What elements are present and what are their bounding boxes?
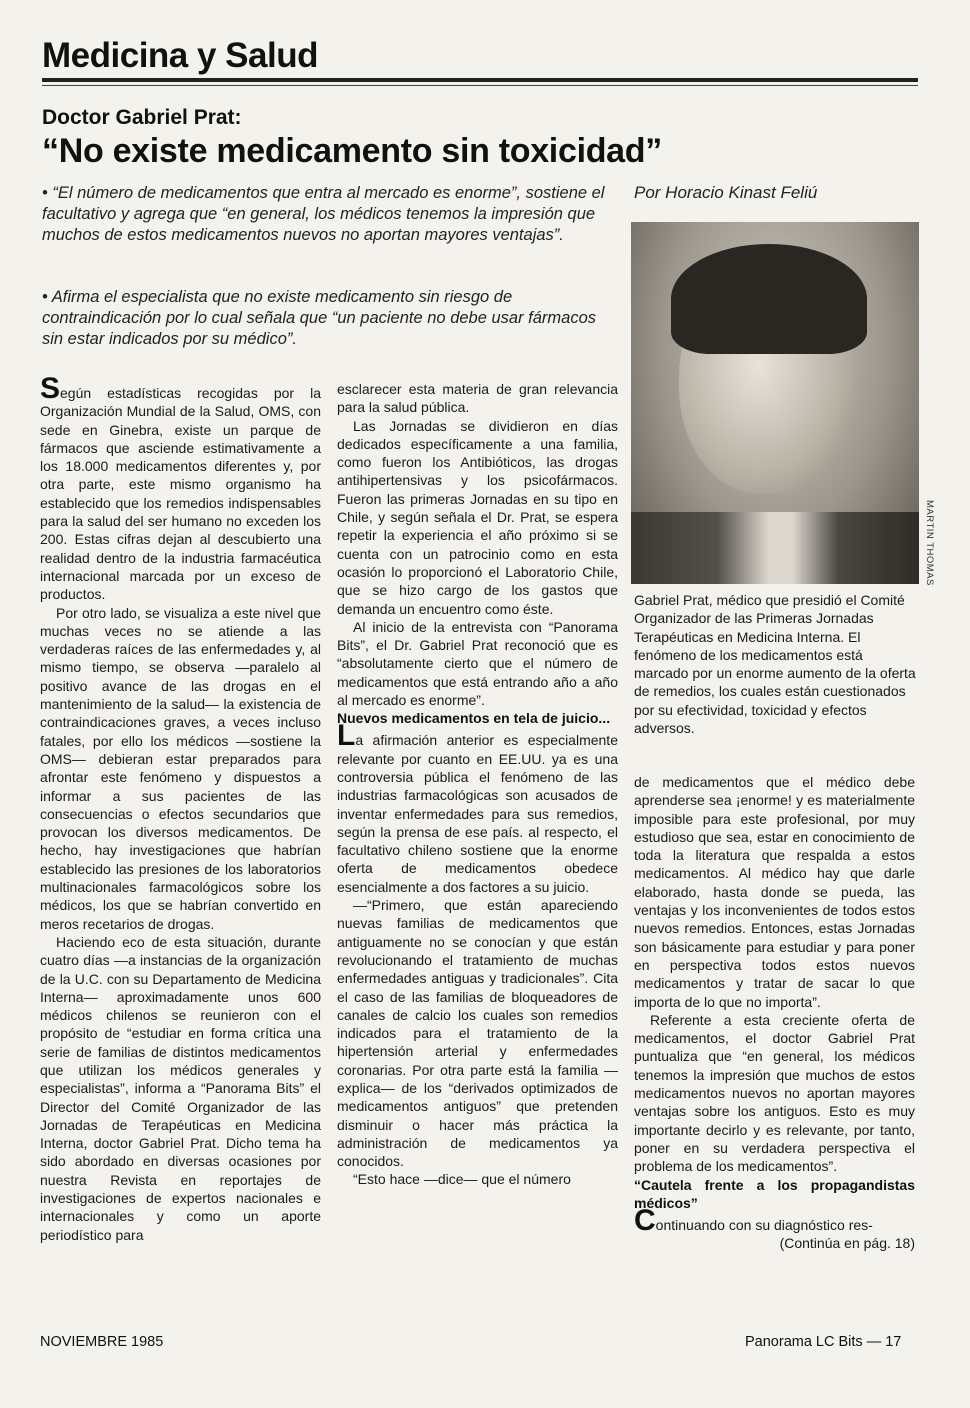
body-paragraph: Por otro lado, se visualiza a este nivel que muchas veces no se atiende a las verdaderas raíces de las enfermedades y, al mismo tiempo, se observa —paralelo al positivo avance de las drogas en el mantenimiento de la salud— la existencia de contraindicaciones graves, a veces incluso fatales, por ello los médicos —sostiene la OMS— debieran estar preparados para afrontar este fenómeno y dispuestos a informar a sus pacientes de las consecuencias o efectos secundarios que provocan los diversos medicamentos. De hecho, hay investigaciones que habrían establecido las presiones de los laboratorios multinacionales farmacológicos sobre los médicos, los que se habrían convertido en meros recetarios de drogas. <box>40 604 321 932</box>
dropcap: L <box>337 719 356 753</box>
paragraph-text: egún estadísticas recogidas por la Organización Mundial de la Salud, OMS, con sede en Ginebra, existe un parque de fármacos que asciende estimativamente a los 18.000 medicamentos diferentes y, por otra parte, este mismo organismo ha establecido que los remedios indispensables para la salud del ser humano no exceden los 200. Estas cifras dejan al descubierto una realidad dentro de la industria farmacéutica internacional marcada por un exceso de productos. <box>40 385 321 603</box>
photo-caption: Gabriel Prat, médico que presidió el Comité Organizador de las Primeras Jornadas Terapéuticas en Medicina Interna. El fenómeno de los medicamentos está marcado por un enorme aumento de la oferta de remedios, los cuales están cuestionados por su efectividad, toxicidad y efectos adversos. <box>634 592 916 737</box>
article-kicker: Doctor Gabriel Prat: <box>42 106 242 129</box>
body-paragraph: de medicamentos que el médico debe aprenderse sea ¡enorme! y es materialmente imposible para este profesional, por muy estudioso que sea, estar en conocimiento de toda la literatura que respalda a estos medicamentos. Al médico hay que darle elaborado, hasta donde se pueda, las ventajas y los inconvenientes de todos estos nuevos remedios. Entonces, estas Jornadas son básicamente para estudiar y para poner en perspectiva todos estos nuevos medicamentos y tratar de sacar lo que importa de lo que no importa”. <box>634 774 915 1010</box>
paragraph-text: ontinuando con su diagnóstico res- <box>655 1216 873 1233</box>
subheading: “Cautela frente a los propagandistas médicos” <box>634 1176 915 1211</box>
photo-hair <box>671 244 867 354</box>
body-paragraph: —“Primero, que están apareciendo nuevas familias de medicamentos que antiguamente no se conocían y que están revolucionando el tratamiento de muchas enfermedades antiguas y tradicionales”. Cita el caso de las familias de bloqueadores de canales de calcio los cuales son remedios indicados para el tratamiento de la hipertensión arterial y enfermedades coronarias. Por otra parte está la familia —explica— de los “derivados optimizados de medicamentos antiguos” que pretenden disminuir o hacer más práctica la administración de medicamentos ya conocidos. <box>337 897 618 1170</box>
body-column-1 <box>40 372 321 1244</box>
body-paragraph: esclarecer esta materia de gran relevancia para la salud pública. <box>337 381 618 416</box>
footer-date: NOVIEMBRE 1985 <box>40 1334 164 1350</box>
body-column-3 <box>634 773 915 1252</box>
dropcap: S <box>40 372 61 405</box>
body-paragraph <box>40 372 321 604</box>
photo-credit: MARTIN THOMAS <box>924 500 935 586</box>
dropcap: C <box>634 1203 656 1237</box>
lead-paragraph-2: • Afirma el especialista que no existe medicamento sin riesgo de contraindicación por lo cual señala que “un paciente no debe usar fármacos sin estar indicados por su médico”. <box>42 288 597 348</box>
photo-suit <box>631 512 919 584</box>
subheading: Nuevos medicamentos en tela de juicio... <box>337 710 611 727</box>
body-paragraph <box>337 719 618 896</box>
body-paragraph: Haciendo eco de esta situación, durante cuatro días —a instancias de la organización de la U.C. con su Departamento de Medicina Interna— aproximadamente unos 600 médicos chilenos se reunieron con el propósito de “estudiar en forma crítica una serie de familias de distintos medicamentos que utilizan los médicos generales y especialistas”, informa a “Panorama Bits” el Director del Comité Organizador de las Jornadas de Terapéuticas en Medicina Interna, doctor Gabriel Prat. Dicho tema ha sido abordado en diversas ocasiones por nuestra Revista en reportajes de investigaciones de expertos nacionales e internacionales y como un aporte periodístico para <box>40 933 321 1243</box>
body-paragraph: Referente a esta creciente oferta de medicamentos, el doctor Gabriel Prat puntualiza que “en general, los médicos tenemos la impresión que muchos de estos medicamentos nuevos no aportan mayores ventajas sobre los antiguos. Esto es muy importante decirlo y es relevante, por tanto, poner en su verdadera perspectiva el problema de los medicamentos”. <box>634 1011 915 1175</box>
article-headline: “No existe medicamento sin toxicidad” <box>42 132 662 170</box>
body-column-2 <box>337 380 618 1189</box>
header-rule <box>42 78 918 82</box>
lead-paragraph-1: • “El número de medicamentos que entra al mercado es enorme”, sostiene el facultativo y agrega que “en general, los médicos tenemos la impresión que muchos de estos medicamentos nuevos no aportan mayores ventajas”. <box>42 184 605 244</box>
continued-note: (Continúa en pág. 18) <box>779 1234 915 1251</box>
header-rule-thin <box>42 85 918 86</box>
body-paragraph: “Esto hace —dice— que el número <box>353 1171 571 1188</box>
portrait-photo <box>631 222 919 584</box>
paragraph-text: a afirmación anterior es especialmente relevante por cuanto en EE.UU. ya es una controversia pública el fenómeno de las industrias farmacológicas son acusados de inventar enfermedades para sus remedios, según la prensa de ese país. al respecto, el facultativo chileno sostiene que la enorme oferta de medicamentos obedece esencialmente a dos factores a su juicio. <box>337 732 618 895</box>
byline: Por Horacio Kinast Feliú <box>634 183 818 202</box>
body-paragraph: Al inicio de la entrevista con “Panorama Bits”, el Dr. Gabriel Prat reconoció que es “absolutamente cierto que el número de medicamentos que está entrando año a año al mercado es enorme”. <box>337 618 618 709</box>
section-title: Medicina y Salud <box>42 36 318 75</box>
footer-page: Panorama LC Bits — 17 <box>745 1334 902 1350</box>
body-paragraph: Las Jornadas se dividieron en días dedicados específicamente a una familia, como fueron los Antibióticos, las drogas antihipertensivas y los psicofármacos. Fueron las primeras Jornadas en su tipo en Chile, y según señala el Dr. Prat, se espera repetir la experiencia el año próximo si se cuenta con un patrocinio como en esta ocasión lo proporcionó el Laboratorio Chile, que se hizo cargo de los gastos que demanda un encuentro como éste. <box>337 417 618 617</box>
body-paragraph <box>634 1203 915 1237</box>
